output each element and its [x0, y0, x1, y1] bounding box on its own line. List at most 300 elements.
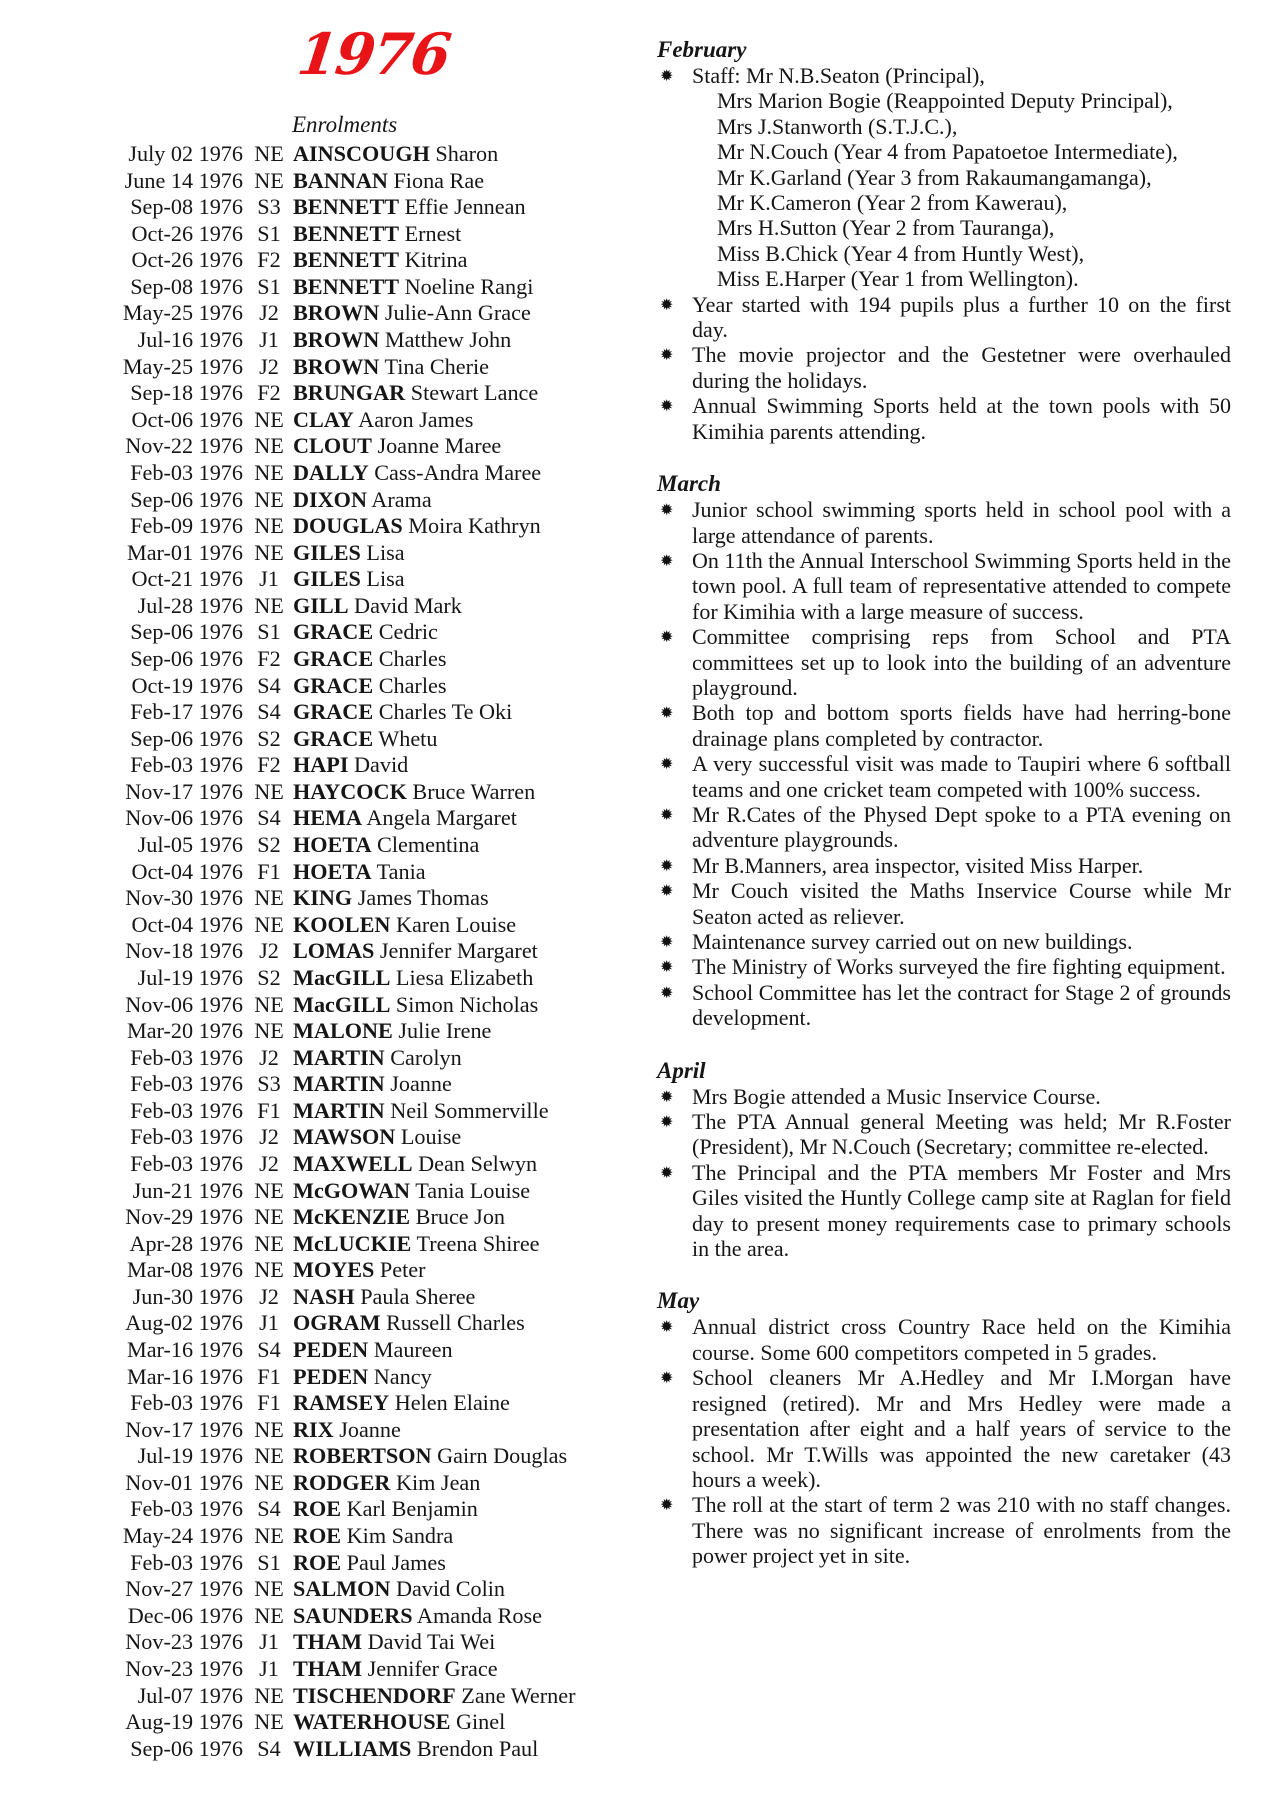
enrolment-class-code: NE — [254, 1416, 284, 1442]
enrolment-name — [293, 433, 501, 460]
enrolment-surname: LOMAS — [293, 938, 375, 964]
enrolment-name — [293, 141, 498, 168]
staff-line: Mr N.Couch (Year 4 from Papatoetoe Intermediate), — [717, 139, 1178, 165]
enrolment-date: Feb-03 1976 — [130, 1097, 243, 1123]
enrolment-name — [293, 460, 541, 487]
enrolment-row — [95, 1098, 625, 1125]
enrolment-surname: MARTIN — [293, 1071, 385, 1097]
enrolment-name — [293, 1603, 542, 1630]
enrolment-given-names: Lisa — [366, 566, 405, 592]
enrolment-row — [95, 859, 625, 886]
enrolment-name — [293, 992, 538, 1019]
enrolment-class-code: NE — [254, 167, 284, 193]
enrolment-date: Nov-27 1976 — [125, 1576, 243, 1602]
enrolment-given-names: Aaron James — [358, 406, 474, 432]
enrolment-given-names: Paula Sheree — [360, 1283, 476, 1309]
star-bullet-icon: ✹ — [660, 66, 674, 85]
enrolment-class-code: J1 — [259, 327, 279, 353]
enrolment-row — [95, 460, 625, 487]
enrolment-surname: BENNETT — [293, 273, 400, 299]
bullet-item — [657, 548, 1231, 624]
enrolment-name — [293, 912, 516, 939]
enrolment-row — [95, 1656, 625, 1683]
enrolment-name — [293, 1364, 432, 1391]
enrolment-date: Feb-03 1976 — [130, 1150, 243, 1176]
enrolment-class-code: S4 — [257, 1337, 281, 1363]
bullet-body — [692, 929, 1231, 954]
enrolment-class-code: S2 — [257, 725, 281, 751]
enrolment-name — [293, 1576, 505, 1603]
enrolment-given-names: David — [354, 752, 409, 778]
enrolment-surname: THAM — [293, 1655, 363, 1681]
enrolment-given-names: Charles — [378, 645, 447, 671]
enrolment-given-names: David Colin — [395, 1576, 506, 1602]
enrolment-surname: HOETA — [293, 858, 372, 884]
enrolment-name — [293, 1337, 453, 1364]
enrolment-date: May-25 1976 — [122, 300, 243, 326]
enrolment-given-names: James Thomas — [357, 885, 489, 911]
enrolment-row — [95, 566, 625, 593]
bullet-item — [657, 929, 1231, 954]
enrolment-row — [95, 1045, 625, 1072]
enrolment-class-code: S2 — [257, 832, 281, 858]
enrolment-surname: AINSCOUGH — [293, 141, 430, 166]
enrolment-class-code: J2 — [259, 1150, 279, 1176]
enrolment-name — [293, 832, 479, 859]
enrolment-row — [95, 673, 625, 700]
month-section — [657, 1057, 1231, 1262]
enrolment-row — [95, 699, 625, 726]
star-bullet-icon: ✹ — [660, 500, 674, 520]
enrolment-date: Feb-03 1976 — [130, 752, 243, 778]
enrolment-surname: GILL — [293, 592, 349, 618]
enrolment-class-code: S1 — [257, 273, 281, 299]
enrolment-given-names: Effie Jennean — [404, 194, 526, 220]
month-items — [657, 1314, 1231, 1568]
bullet-text: Mrs Bogie attended a Music Inservice Course. — [692, 1083, 1101, 1109]
enrolment-name — [293, 354, 489, 381]
bullet-text: Annual district cross Country Race held on the Kimihia course. Some 600 competitors competed in 5 grades. — [692, 1314, 1231, 1365]
month-heading: May — [657, 1288, 700, 1314]
enrolment-name — [293, 1178, 530, 1205]
enrolment-class-code: NE — [254, 778, 284, 804]
staff-line: Mrs J.Stanworth (S.T.J.C.), — [717, 113, 958, 139]
enrolment-name — [293, 1417, 401, 1444]
star-bullet-icon: ✹ — [660, 754, 674, 774]
enrolment-given-names: Tina Cherie — [384, 353, 490, 379]
enrolment-surname: ROBERTSON — [293, 1443, 432, 1469]
enrolment-date: Jul-28 1976 — [137, 592, 243, 618]
bullet-item — [657, 853, 1231, 878]
enrolment-given-names: Joanne Maree — [377, 433, 502, 459]
bullet-item — [657, 342, 1231, 393]
enrolment-surname: DIXON — [293, 486, 367, 512]
star-bullet-icon: ✹ — [660, 932, 674, 951]
bullet-body — [692, 1365, 1231, 1492]
enrolment-row — [95, 992, 625, 1019]
enrolment-class-code: NE — [254, 1469, 284, 1495]
enrolment-class-code: NE — [254, 1018, 284, 1044]
enrolment-name — [293, 1284, 475, 1311]
star-bullet-icon: ✹ — [660, 1495, 674, 1515]
enrolment-row — [95, 1736, 625, 1763]
enrolment-surname: BROWN — [293, 300, 380, 326]
enrolment-class-code: J2 — [259, 1283, 279, 1309]
enrolment-class-code: S1 — [257, 1549, 281, 1575]
enrolment-date: Feb-03 1976 — [130, 1071, 243, 1097]
enrolment-row — [95, 1576, 625, 1603]
enrolment-class-code: NE — [254, 141, 284, 166]
enrolment-class-code: S2 — [257, 964, 281, 990]
enrolment-class-code: NE — [254, 911, 284, 937]
enrolment-date: Nov-22 1976 — [125, 433, 243, 459]
staff-line: Mr K.Cameron (Year 2 from Kawerau), — [717, 190, 1068, 216]
enrolment-class-code: F2 — [257, 645, 281, 671]
enrolment-surname: NASH — [293, 1283, 355, 1309]
enrolment-class-code: J1 — [259, 1310, 279, 1336]
enrolment-row — [95, 1709, 625, 1736]
enrolment-surname: RODGER — [293, 1469, 391, 1495]
enrolment-row — [95, 805, 625, 832]
year-title: 1976 — [293, 21, 453, 88]
enrolment-name — [293, 805, 517, 832]
enrolment-class-code: NE — [254, 486, 284, 512]
enrolment-surname: BRUNGAR — [293, 380, 406, 406]
enrolment-row — [95, 1257, 625, 1284]
enrolment-name — [293, 407, 473, 434]
enrolment-surname: BANNAN — [293, 167, 388, 193]
enrolment-row — [95, 513, 625, 540]
enrolment-given-names: Ginel — [455, 1709, 506, 1735]
bullet-body — [692, 292, 1231, 343]
bullet-text: Annual Swimming Sports held at the town pools with 50 Kimihia parents attending. — [692, 393, 1231, 444]
enrolment-row — [95, 965, 625, 992]
enrolment-class-code: NE — [254, 592, 284, 618]
star-bullet-icon: ✹ — [660, 1086, 674, 1106]
enrolment-row — [95, 1178, 625, 1205]
enrolment-row — [95, 433, 625, 460]
enrolment-given-names: David Mark — [354, 592, 462, 618]
bullet-body — [692, 497, 1231, 548]
enrolment-class-code: J2 — [259, 938, 279, 964]
enrolment-surname: WILLIAMS — [293, 1735, 412, 1761]
month-items — [657, 1084, 1231, 1262]
bullet-text: School cleaners Mr A.Hedley and Mr I.Morgan have resigned (retired). Mr and Mrs Hedley were made a presentation after eight and a half years of service to the school. Mr T.Wills was appointed the new caretaker (43 hours a week). — [692, 1365, 1231, 1492]
enrolment-class-code: F1 — [257, 1363, 281, 1389]
bullet-body — [692, 700, 1231, 751]
enrolment-row — [95, 1124, 625, 1151]
enrolment-date: Nov-06 1976 — [125, 805, 243, 831]
enrolment-date: Nov-23 1976 — [125, 1629, 243, 1655]
enrolment-date: Oct-06 1976 — [131, 406, 243, 432]
enrolment-class-code: S3 — [257, 1071, 281, 1097]
enrolment-class-code: S4 — [257, 672, 281, 698]
enrolment-class-code: S4 — [257, 699, 281, 725]
bullet-body — [692, 954, 1231, 979]
bullet-text: School Committee has let the contract for Stage 2 of grounds development. — [692, 979, 1231, 1031]
enrolment-given-names: Ernest — [404, 220, 462, 246]
enrolment-class-code: NE — [254, 1443, 284, 1469]
enrolment-given-names: Tania Louise — [415, 1177, 531, 1203]
enrolment-date: Sep-06 1976 — [130, 645, 243, 671]
bullet-text: The Principal and the PTA members Mr Foster and Mrs Giles visited the Huntly College camp site at Raglan for field day to present money requirements case to primary schools in the area. — [692, 1159, 1231, 1262]
chronicle-column — [657, 36, 1231, 1569]
enrolment-given-names: Stewart Lance — [410, 380, 539, 406]
bullet-body — [692, 624, 1231, 700]
enrolment-class-code: J2 — [259, 300, 279, 326]
bullet-body — [692, 980, 1231, 1031]
enrolment-row — [95, 752, 625, 779]
enrolment-given-names: Fiona Rae — [393, 167, 485, 193]
enrolment-given-names: Kim Sandra — [346, 1523, 454, 1549]
enrolment-class-code: NE — [254, 539, 284, 565]
enrolment-class-code: S4 — [257, 1735, 281, 1761]
enrolment-date: Nov-30 1976 — [125, 885, 243, 911]
enrolment-class-code: NE — [254, 1523, 284, 1549]
star-bullet-icon: ✹ — [660, 1317, 674, 1337]
enrolment-name — [293, 699, 512, 726]
bullet-item — [657, 751, 1231, 802]
enrolment-date: Jun-21 1976 — [132, 1177, 243, 1203]
enrolment-given-names: Gairn Douglas — [437, 1443, 568, 1469]
bullet-text: Maintenance survey carried out on new buildings. — [692, 929, 1133, 954]
enrolment-class-code: S1 — [257, 619, 281, 645]
bullet-item — [657, 980, 1231, 1031]
enrolment-surname: GRACE — [293, 619, 374, 645]
enrolment-given-names: Treena Shiree — [416, 1230, 540, 1256]
enrolment-class-code: J1 — [259, 566, 279, 592]
bullet-item — [657, 954, 1231, 979]
enrolment-date: Mar-16 1976 — [126, 1337, 243, 1363]
bullet-text: On 11th the Annual Interschool Swimming Sports held in the town pool. A full team of representative attended to compete for Kimihia with a large measure of success. — [692, 547, 1231, 624]
enrolment-name — [293, 1018, 491, 1045]
enrolment-given-names: Cedric — [378, 619, 438, 645]
enrolment-date: Jul-07 1976 — [137, 1682, 243, 1708]
enrolment-given-names: Moira Kathryn — [408, 513, 541, 539]
enrolment-surname: SALMON — [293, 1576, 391, 1602]
enrolment-surname: HOETA — [293, 832, 372, 858]
enrolment-row — [95, 1496, 625, 1523]
enrolment-date: June 14 1976 — [124, 167, 243, 193]
enrolment-date: Mar-08 1976 — [126, 1257, 243, 1283]
enrolment-surname: GRACE — [293, 725, 374, 751]
enrolment-row — [95, 1018, 625, 1045]
enrolment-name — [293, 1390, 510, 1417]
enrolment-row — [95, 141, 625, 168]
enrolment-row — [95, 540, 625, 567]
enrolment-name — [293, 646, 446, 673]
enrolment-row — [95, 646, 625, 673]
enrolment-date: Oct-26 1976 — [131, 247, 243, 273]
enrolment-surname: ROE — [293, 1523, 342, 1549]
enrolment-given-names: Julie Irene — [398, 1018, 492, 1044]
bullet-text: Junior school swimming sports held in school pool with a large attendance of parents. — [692, 497, 1231, 548]
enrolment-surname: GRACE — [293, 699, 374, 725]
enrolment-given-names: Louise — [400, 1124, 462, 1150]
enrolment-surname: MALONE — [293, 1018, 393, 1044]
enrolment-row — [95, 1310, 625, 1337]
enrolment-class-code: F2 — [257, 752, 281, 778]
enrolment-class-code: J2 — [259, 1124, 279, 1150]
enrolment-name — [293, 1656, 498, 1683]
bullet-text: Mr Couch visited the Maths Inservice Course while Mr Seaton acted as reliever. — [692, 878, 1231, 929]
star-bullet-icon: ✹ — [660, 345, 674, 365]
star-bullet-icon: ✹ — [660, 881, 674, 901]
enrolment-row — [95, 221, 625, 248]
enrolment-surname: PEDEN — [293, 1363, 369, 1389]
bullet-item — [657, 1492, 1231, 1568]
star-bullet-icon: ✹ — [660, 703, 674, 723]
enrolment-date: Sep-06 1976 — [130, 619, 243, 645]
bullet-item — [657, 1365, 1231, 1492]
star-bullet-icon: ✹ — [660, 982, 674, 1002]
enrolment-surname: BROWN — [293, 353, 380, 379]
enrolment-surname: MARTIN — [293, 1097, 385, 1123]
bullet-text: A very successful visit was made to Taupiri where 6 softball teams and one cricket team competed with 100% success. — [692, 751, 1231, 802]
enrolment-surname: CLOUT — [293, 433, 372, 459]
star-bullet-icon: ✹ — [660, 627, 674, 647]
enrolment-date: Feb-03 1976 — [130, 1549, 243, 1575]
enrolment-class-code: F2 — [257, 380, 281, 406]
enrolment-surname: MacGILL — [293, 991, 391, 1017]
enrolment-name — [293, 513, 541, 540]
enrolment-name — [293, 1550, 446, 1577]
bullet-text: Staff: Mr N.B.Seaton (Principal), — [692, 63, 985, 88]
enrolment-surname: McLUCKIE — [293, 1230, 412, 1256]
enrolment-class-code: NE — [254, 991, 284, 1017]
enrolment-row — [95, 1683, 625, 1710]
enrolment-row — [95, 1390, 625, 1417]
enrolment-given-names: Maureen — [373, 1337, 453, 1363]
enrolment-given-names: Clementina — [377, 832, 480, 858]
enrolment-date: Feb-03 1976 — [130, 1496, 243, 1522]
enrolment-class-code: F1 — [257, 1390, 281, 1416]
month-items — [657, 63, 1231, 444]
enrolment-row — [95, 1629, 625, 1656]
bullet-text: The movie projector and the Gestetner were overhauled during the holidays. — [692, 342, 1231, 393]
enrolment-surname: MAWSON — [293, 1124, 396, 1150]
enrolment-date: July 02 1976 — [128, 141, 243, 166]
enrolment-given-names: Karl Benjamin — [346, 1496, 478, 1522]
enrolment-row — [95, 726, 625, 753]
bullet-item — [657, 393, 1231, 444]
enrolment-given-names: Whetu — [378, 725, 438, 751]
bullet-text: Both top and bottom sports fields have had herring-bone drainage plans completed by contractor. — [692, 700, 1231, 751]
enrolment-row — [95, 1337, 625, 1364]
enrolment-date: Mar-16 1976 — [126, 1363, 243, 1389]
bullet-text: Mr R.Cates of the Physed Dept spoke to a PTA evening on adventure playgrounds. — [692, 801, 1231, 853]
enrolment-date: Sep-06 1976 — [130, 1735, 243, 1761]
month-heading: March — [657, 471, 721, 497]
bullet-item — [657, 624, 1231, 700]
enrolment-date: May-25 1976 — [122, 353, 243, 379]
enrolment-name — [293, 274, 533, 301]
enrolment-surname: GRACE — [293, 645, 374, 671]
enrolment-class-code: NE — [254, 1602, 284, 1628]
enrolment-row — [95, 1523, 625, 1550]
enrolment-class-code: NE — [254, 885, 284, 911]
enrolment-class-code: J2 — [259, 1044, 279, 1070]
enrolment-name — [293, 1151, 537, 1178]
enrolment-date: Feb-03 1976 — [130, 1124, 243, 1150]
enrolment-row — [95, 832, 625, 859]
enrolment-given-names: Bruce Warren — [412, 778, 536, 804]
bullet-text: The PTA Annual general Meeting was held; Mr R.Foster (President), Mr N.Couch (Secretary; committee re-elected. — [692, 1109, 1231, 1160]
enrolment-given-names: Paul James — [346, 1549, 446, 1575]
enrolment-date: May-24 1976 — [122, 1523, 243, 1549]
enrolment-row — [95, 168, 625, 195]
staff-line: Mr K.Garland (Year 3 from Rakaumangamanga), — [717, 164, 1152, 190]
enrolment-class-code: F2 — [257, 247, 281, 273]
enrolment-surname: BENNETT — [293, 220, 400, 246]
enrolment-name — [293, 1496, 478, 1523]
enrolment-class-code: J1 — [259, 1629, 279, 1655]
bullet-item — [657, 292, 1231, 343]
enrolment-surname: DALLY — [293, 459, 369, 485]
enrolment-date: Jul-19 1976 — [137, 964, 243, 990]
bullet-body — [692, 751, 1231, 802]
enrolment-date: Nov-17 1976 — [125, 1416, 243, 1442]
enrolment-given-names: David Tai Wei — [367, 1629, 496, 1655]
enrolment-date: Sep-06 1976 — [130, 725, 243, 751]
star-bullet-icon: ✹ — [660, 1112, 674, 1132]
bullet-item — [657, 497, 1231, 548]
enrolment-name — [293, 593, 462, 620]
enrolment-class-code: NE — [254, 459, 284, 485]
enrolment-date: Oct-26 1976 — [131, 220, 243, 246]
enrolment-class-code: NE — [254, 1257, 284, 1283]
enrolment-name — [293, 1523, 453, 1550]
enrolment-given-names: Sharon — [435, 141, 499, 166]
enrolment-date: Nov-01 1976 — [125, 1469, 243, 1495]
star-bullet-icon: ✹ — [660, 1162, 674, 1182]
star-bullet-icon: ✹ — [660, 855, 674, 875]
enrolment-date: Nov-17 1976 — [125, 778, 243, 804]
enrolment-class-code: J2 — [259, 353, 279, 379]
enrolment-class-code: F1 — [257, 1097, 281, 1123]
enrolment-row — [95, 619, 625, 646]
star-bullet-icon: ✹ — [660, 804, 674, 824]
bullet-body — [692, 548, 1231, 624]
enrolment-surname: McGOWAN — [293, 1177, 411, 1203]
enrolment-given-names: Angela Margaret — [366, 805, 517, 831]
enrolment-surname: KOOLEN — [293, 911, 391, 937]
enrolment-class-code: S4 — [257, 805, 281, 831]
enrolment-row — [95, 1364, 625, 1391]
bullet-item — [657, 63, 1231, 292]
enrolment-name — [293, 380, 538, 407]
star-bullet-icon: ✹ — [660, 1368, 674, 1388]
enrolment-given-names: Kim Jean — [395, 1469, 481, 1495]
enrolment-given-names: Joanne — [390, 1071, 452, 1097]
enrolment-row — [95, 1231, 625, 1258]
enrolment-given-names: Carolyn — [390, 1044, 462, 1070]
enrolment-date: Mar-01 1976 — [126, 539, 243, 565]
enrolment-surname: McKENZIE — [293, 1204, 411, 1230]
enrolment-surname: BENNETT — [293, 247, 400, 273]
enrolment-surname: WATERHOUSE — [293, 1709, 451, 1735]
star-bullet-icon: ✹ — [660, 294, 674, 314]
enrolment-name — [293, 1124, 461, 1151]
enrolment-given-names: Noeline Rangi — [404, 273, 534, 299]
bullet-body — [692, 1109, 1231, 1160]
enrolment-date: Oct-04 1976 — [131, 911, 243, 937]
enrolment-name — [293, 619, 438, 646]
star-bullet-icon: ✹ — [660, 550, 674, 570]
bullet-body — [692, 1492, 1231, 1568]
enrolment-row — [95, 327, 625, 354]
enrolment-date: Aug-19 1976 — [125, 1709, 243, 1735]
